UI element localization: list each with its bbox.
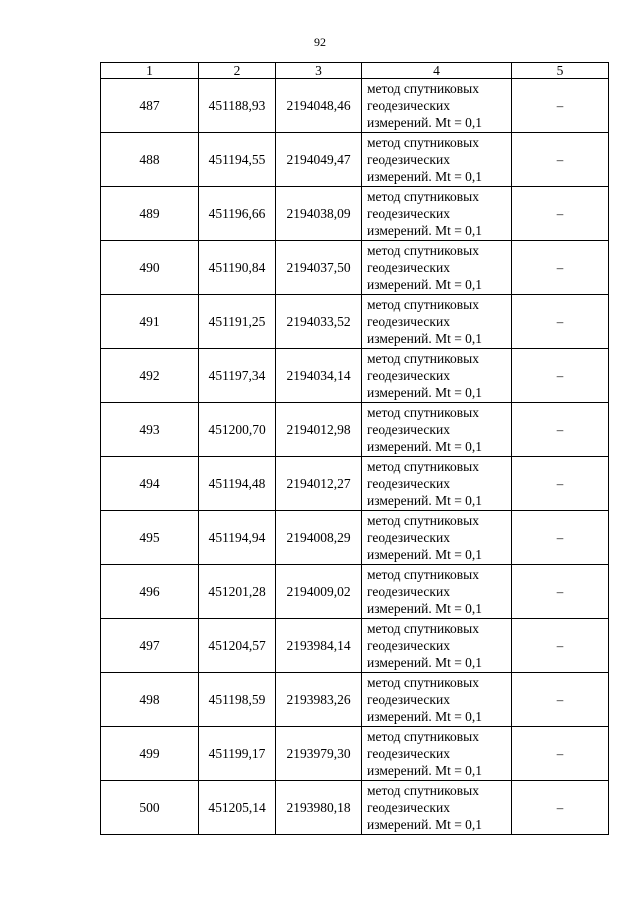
- table-row: [101, 457, 609, 511]
- table-row: [101, 565, 609, 619]
- table-row: [101, 619, 609, 673]
- table-row: [101, 133, 609, 187]
- method-line: метод спутниковых: [367, 783, 479, 798]
- method-cell: [362, 781, 512, 835]
- x-coordinate-cell: 451191,25: [199, 295, 276, 349]
- method-line: метод спутниковых: [367, 189, 479, 204]
- point-number-cell: 500: [101, 781, 199, 835]
- table-row: [101, 187, 609, 241]
- method-line: геодезических: [367, 638, 450, 653]
- method-cell: [362, 673, 512, 727]
- method-line: измерений. Mt = 0,1: [367, 655, 483, 670]
- x-coordinate-cell: 451197,34: [199, 349, 276, 403]
- table-row: [101, 727, 609, 781]
- point-number-cell: 493: [101, 403, 199, 457]
- header-col-5: 5: [512, 63, 609, 79]
- table-row: [101, 673, 609, 727]
- method-line: геодезических: [367, 368, 450, 383]
- method-line: метод спутниковых: [367, 567, 479, 582]
- note-cell: –: [512, 457, 609, 511]
- method-line: геодезических: [367, 422, 450, 437]
- note-cell: –: [512, 187, 609, 241]
- x-coordinate-cell: 451204,57: [199, 619, 276, 673]
- coordinates-table: [100, 62, 609, 835]
- x-coordinate-cell: 451198,59: [199, 673, 276, 727]
- x-coordinate-cell: 451194,55: [199, 133, 276, 187]
- y-coordinate-cell: 2193983,26: [276, 673, 362, 727]
- note-cell: –: [512, 403, 609, 457]
- table-row: [101, 79, 609, 133]
- table-row: [101, 781, 609, 835]
- method-cell: [362, 619, 512, 673]
- y-coordinate-cell: 2193984,14: [276, 619, 362, 673]
- note-cell: –: [512, 295, 609, 349]
- table-row: [101, 403, 609, 457]
- method-line: метод спутниковых: [367, 729, 479, 744]
- note-cell: –: [512, 133, 609, 187]
- method-line: метод спутниковых: [367, 135, 479, 150]
- method-line: геодезических: [367, 746, 450, 761]
- method-line: измерений. Mt = 0,1: [367, 385, 483, 400]
- x-coordinate-cell: 451194,48: [199, 457, 276, 511]
- method-line: геодезических: [367, 800, 450, 815]
- note-cell: –: [512, 241, 609, 295]
- x-coordinate-cell: 451188,93: [199, 79, 276, 133]
- method-line: измерений. Mt = 0,1: [367, 709, 483, 724]
- point-number-cell: 499: [101, 727, 199, 781]
- note-cell: –: [512, 673, 609, 727]
- method-line: геодезических: [367, 206, 450, 221]
- method-line: геодезических: [367, 260, 450, 275]
- y-coordinate-cell: 2194008,29: [276, 511, 362, 565]
- x-coordinate-cell: 451205,14: [199, 781, 276, 835]
- point-number-cell: 490: [101, 241, 199, 295]
- x-coordinate-cell: 451190,84: [199, 241, 276, 295]
- y-coordinate-cell: 2194049,47: [276, 133, 362, 187]
- method-line: метод спутниковых: [367, 621, 479, 636]
- method-line: измерений. Mt = 0,1: [367, 169, 483, 184]
- y-coordinate-cell: 2194012,98: [276, 403, 362, 457]
- method-cell: [362, 457, 512, 511]
- method-cell: [362, 349, 512, 403]
- method-line: геодезических: [367, 476, 450, 491]
- note-cell: –: [512, 349, 609, 403]
- method-line: метод спутниковых: [367, 243, 479, 258]
- table-row: [101, 295, 609, 349]
- method-line: метод спутниковых: [367, 81, 479, 96]
- method-cell: [362, 565, 512, 619]
- method-line: измерений. Mt = 0,1: [367, 277, 483, 292]
- note-cell: –: [512, 79, 609, 133]
- point-number-cell: 492: [101, 349, 199, 403]
- point-number-cell: 489: [101, 187, 199, 241]
- method-line: метод спутниковых: [367, 405, 479, 420]
- y-coordinate-cell: 2193980,18: [276, 781, 362, 835]
- method-cell: [362, 187, 512, 241]
- method-line: измерений. Mt = 0,1: [367, 817, 483, 832]
- point-number-cell: 498: [101, 673, 199, 727]
- method-cell: [362, 727, 512, 781]
- header-col-2: 2: [199, 63, 276, 79]
- x-coordinate-cell: 451199,17: [199, 727, 276, 781]
- y-coordinate-cell: 2194009,02: [276, 565, 362, 619]
- method-cell: [362, 295, 512, 349]
- x-coordinate-cell: 451196,66: [199, 187, 276, 241]
- x-coordinate-cell: 451200,70: [199, 403, 276, 457]
- note-cell: –: [512, 619, 609, 673]
- header-col-1: 1: [101, 63, 199, 79]
- method-line: метод спутниковых: [367, 675, 479, 690]
- y-coordinate-cell: 2193979,30: [276, 727, 362, 781]
- point-number-cell: 487: [101, 79, 199, 133]
- table-body: [101, 79, 609, 835]
- point-number-cell: 494: [101, 457, 199, 511]
- table-row: [101, 511, 609, 565]
- method-line: измерений. Mt = 0,1: [367, 763, 483, 778]
- y-coordinate-cell: 2194012,27: [276, 457, 362, 511]
- method-line: геодезических: [367, 152, 450, 167]
- x-coordinate-cell: 451194,94: [199, 511, 276, 565]
- method-line: измерений. Mt = 0,1: [367, 331, 483, 346]
- point-number-cell: 491: [101, 295, 199, 349]
- table-header-row: [101, 63, 609, 79]
- method-cell: [362, 403, 512, 457]
- point-number-cell: 495: [101, 511, 199, 565]
- y-coordinate-cell: 2194037,50: [276, 241, 362, 295]
- method-line: измерений. Mt = 0,1: [367, 223, 483, 238]
- method-line: измерений. Mt = 0,1: [367, 601, 483, 616]
- point-number-cell: 496: [101, 565, 199, 619]
- method-line: метод спутниковых: [367, 297, 479, 312]
- method-line: измерений. Mt = 0,1: [367, 115, 483, 130]
- page-number: 92: [314, 35, 326, 49]
- note-cell: –: [512, 781, 609, 835]
- y-coordinate-cell: 2194038,09: [276, 187, 362, 241]
- point-number-cell: 497: [101, 619, 199, 673]
- x-coordinate-cell: 451201,28: [199, 565, 276, 619]
- method-line: метод спутниковых: [367, 513, 479, 528]
- point-number-cell: 488: [101, 133, 199, 187]
- method-line: геодезических: [367, 692, 450, 707]
- method-cell: [362, 511, 512, 565]
- y-coordinate-cell: 2194033,52: [276, 295, 362, 349]
- note-cell: –: [512, 565, 609, 619]
- method-line: измерений. Mt = 0,1: [367, 439, 483, 454]
- table-row: [101, 241, 609, 295]
- y-coordinate-cell: 2194034,14: [276, 349, 362, 403]
- method-cell: [362, 133, 512, 187]
- method-line: геодезических: [367, 584, 450, 599]
- note-cell: –: [512, 727, 609, 781]
- method-cell: [362, 241, 512, 295]
- header-col-3: 3: [276, 63, 362, 79]
- table-row: [101, 349, 609, 403]
- method-line: геодезических: [367, 530, 450, 545]
- method-line: измерений. Mt = 0,1: [367, 493, 483, 508]
- y-coordinate-cell: 2194048,46: [276, 79, 362, 133]
- method-line: метод спутниковых: [367, 351, 479, 366]
- note-cell: –: [512, 511, 609, 565]
- method-line: геодезических: [367, 98, 450, 113]
- method-line: измерений. Mt = 0,1: [367, 547, 483, 562]
- header-col-4: 4: [362, 63, 512, 79]
- method-line: метод спутниковых: [367, 459, 479, 474]
- method-line: геодезических: [367, 314, 450, 329]
- method-cell: [362, 79, 512, 133]
